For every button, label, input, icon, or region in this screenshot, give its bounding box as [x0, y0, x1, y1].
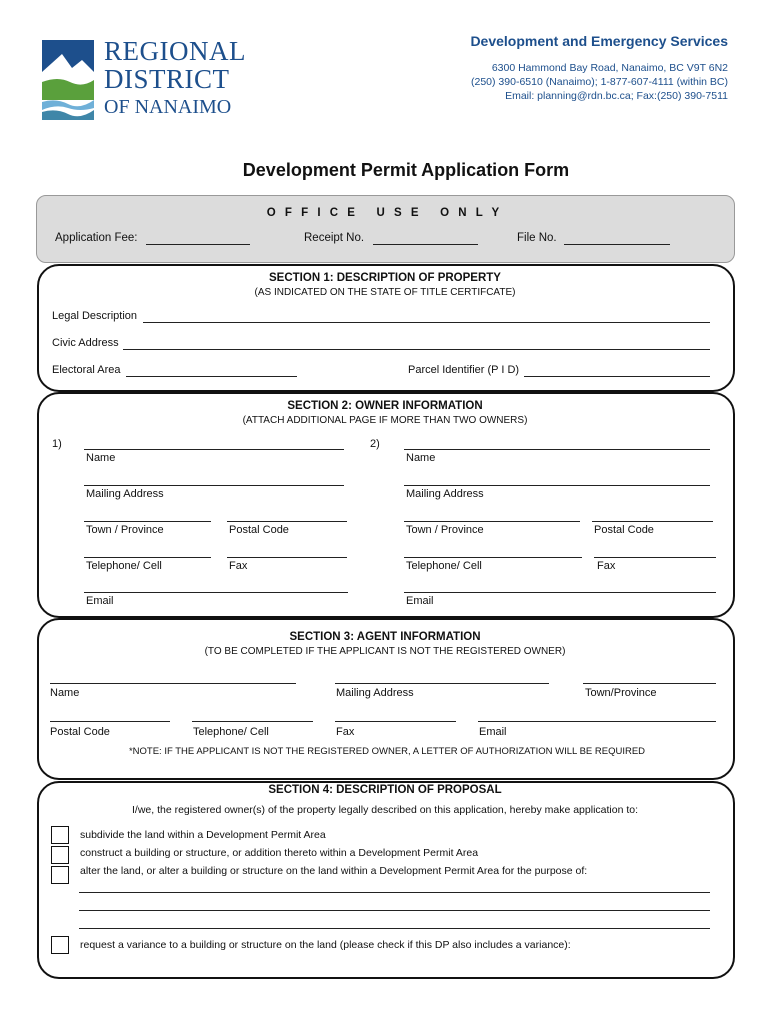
- owner2-fax-label: Fax: [597, 560, 616, 572]
- application-fee-field[interactable]: [146, 244, 250, 245]
- owner2-name-field[interactable]: [404, 449, 710, 450]
- receipt-no-field[interactable]: [373, 244, 478, 245]
- owner1-email-field[interactable]: [84, 592, 348, 593]
- section3-subtitle: (TO BE COMPLETED IF THE APPLICANT IS NOT THE REGISTERED OWNER): [204, 646, 566, 657]
- department-name: Development and Emergency Services: [470, 33, 728, 49]
- rdn-logo-mark-icon: [40, 38, 96, 122]
- owner1-telephone-label: Telephone/ Cell: [86, 560, 162, 572]
- owner1-number: 1): [52, 438, 62, 450]
- parcel-identifier-field[interactable]: [524, 376, 710, 377]
- agent-name-field[interactable]: [50, 683, 296, 684]
- agent-authorization-note: *NOTE: IF THE APPLICANT IS NOT THE REGISTERED OWNER, A LETTER OF AUTHORIZATION WILL BE REQUIRED: [128, 746, 646, 757]
- section1-subtitle: (AS INDICATED ON THE STATE OF TITLE CERTIFCATE): [254, 287, 516, 298]
- owner2-telephone-label: Telephone/ Cell: [406, 560, 482, 572]
- purpose-line-2[interactable]: [79, 910, 710, 911]
- office-use-title: O F F I C E U S E O N L Y: [266, 207, 503, 219]
- org-address: 6300 Hammond Bay Road, Nanaimo, BC V9T 6N2: [491, 62, 728, 74]
- form-title: Development Permit Application Form: [242, 160, 570, 180]
- owner2-telephone-field[interactable]: [404, 557, 582, 558]
- owner2-town-province-label: Town / Province: [406, 524, 484, 536]
- owner1-telephone-field[interactable]: [84, 557, 211, 558]
- agent-email-field[interactable]: [478, 721, 716, 722]
- owner1-postal-code-field[interactable]: [227, 521, 347, 522]
- owner1-mailing-address-label: Mailing Address: [86, 488, 164, 500]
- variance-label: request a variance to a building or structure on the land (please check if this DP also includes a variance):: [80, 939, 571, 951]
- owner1-fax-label: Fax: [229, 560, 248, 572]
- alter-checkbox[interactable]: [51, 866, 69, 884]
- agent-telephone-label: Telephone/ Cell: [193, 726, 269, 738]
- file-no-field[interactable]: [564, 244, 670, 245]
- agent-email-label: Email: [479, 726, 507, 738]
- purpose-line-3[interactable]: [79, 928, 710, 929]
- org-email-fax: Email: planning@rdn.bc.ca; Fax:(250) 390-7511: [505, 90, 728, 102]
- agent-name-label: Name: [50, 687, 80, 699]
- section1-title: SECTION 1: DESCRIPTION OF PROPERTY: [269, 272, 501, 284]
- owner2-email-field[interactable]: [404, 592, 716, 593]
- application-fee-label: Application Fee:: [55, 232, 138, 244]
- owner1-mailing-address-field[interactable]: [84, 485, 344, 486]
- owner1-fax-field[interactable]: [227, 557, 347, 558]
- owner2-mailing-address-field[interactable]: [404, 485, 710, 486]
- parcel-identifier-label: Parcel Identifier (P I D): [408, 364, 520, 376]
- construct-label: construct a building or structure, or addition thereto within a Development Permit Area: [80, 847, 479, 859]
- owner2-fax-field[interactable]: [594, 557, 716, 558]
- agent-mailing-address-label: Mailing Address: [336, 687, 414, 699]
- org-phone: (250) 390-6510 (Nanaimo); 1-877-607-4111 (within BC): [471, 76, 728, 88]
- variance-checkbox[interactable]: [51, 936, 69, 954]
- owner2-number: 2): [370, 438, 380, 450]
- rdn-logo: [38, 36, 248, 122]
- owner1-name-label: Name: [86, 452, 116, 464]
- owner2-town-province-field[interactable]: [404, 521, 580, 522]
- section2-subtitle: (ATTACH ADDITIONAL PAGE IF MORE THAN TWO OWNERS): [242, 415, 528, 426]
- subdivide-checkbox[interactable]: [51, 826, 69, 844]
- purpose-line-1[interactable]: [79, 892, 710, 893]
- subdivide-label: subdivide the land within a Development Permit Area: [80, 829, 326, 841]
- section4-title: SECTION 4: DESCRIPTION OF PROPOSAL: [268, 784, 502, 796]
- owner1-town-province-label: Town / Province: [86, 524, 164, 536]
- section4-intro: I/we, the registered owner(s) of the property legally described on this application, hereby make application to:: [131, 804, 639, 816]
- section2-title: SECTION 2: OWNER INFORMATION: [287, 400, 483, 412]
- logo-text-line2: DISTRICT: [104, 64, 230, 94]
- owner1-email-label: Email: [86, 595, 114, 607]
- owner2-mailing-address-label: Mailing Address: [406, 488, 484, 500]
- civic-address-label: Civic Address: [52, 337, 119, 349]
- agent-town-province-field[interactable]: [583, 683, 716, 684]
- agent-telephone-field[interactable]: [192, 721, 313, 722]
- agent-postal-code-label: Postal Code: [50, 726, 110, 738]
- agent-mailing-address-field[interactable]: [335, 683, 549, 684]
- owner2-email-label: Email: [406, 595, 434, 607]
- legal-description-field[interactable]: [143, 322, 710, 323]
- owner2-name-label: Name: [406, 452, 436, 464]
- legal-description-label: Legal Description: [52, 310, 137, 322]
- logo-text-line3: OF NANAIMO: [104, 96, 232, 118]
- owner1-postal-code-label: Postal Code: [229, 524, 289, 536]
- alter-label: alter the land, or alter a building or structure on the land within a Development Permit Area for the purpose of:: [80, 865, 588, 877]
- agent-town-province-label: Town/Province: [585, 687, 657, 699]
- owner2-postal-code-label: Postal Code: [594, 524, 654, 536]
- construct-checkbox[interactable]: [51, 846, 69, 864]
- owner1-town-province-field[interactable]: [84, 521, 211, 522]
- owner2-postal-code-field[interactable]: [592, 521, 713, 522]
- agent-fax-field[interactable]: [335, 721, 456, 722]
- electoral-area-field[interactable]: [126, 376, 297, 377]
- office-use-panel: [36, 195, 735, 263]
- section3-title: SECTION 3: AGENT INFORMATION: [289, 631, 481, 643]
- owner1-name-field[interactable]: [84, 449, 344, 450]
- receipt-no-label: Receipt No.: [304, 232, 365, 244]
- agent-postal-code-field[interactable]: [50, 721, 170, 722]
- agent-fax-label: Fax: [336, 726, 355, 738]
- file-no-label: File No.: [517, 232, 557, 244]
- civic-address-field[interactable]: [123, 349, 710, 350]
- logo-text-line1: REGIONAL: [104, 36, 246, 66]
- electoral-area-label: Electoral Area: [52, 364, 121, 376]
